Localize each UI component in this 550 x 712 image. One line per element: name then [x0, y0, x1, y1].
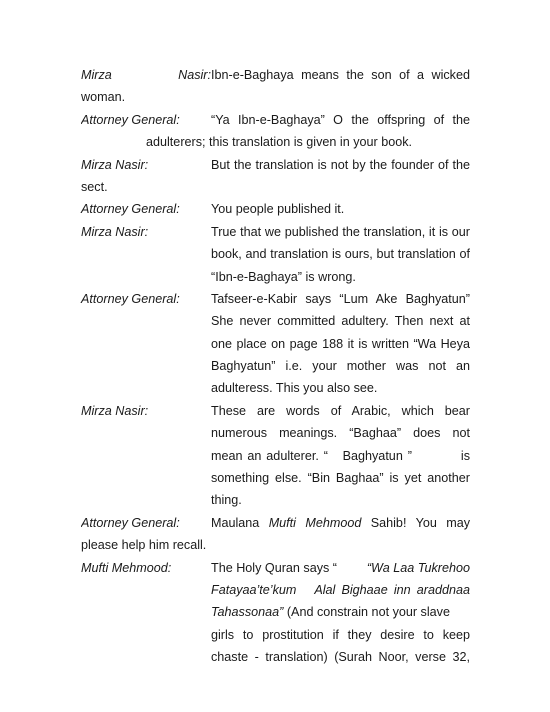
entry-line — [211, 557, 470, 579]
quote-emphasis: Fatayaa’te’kum Alal Bighaae inn araddnaa — [211, 582, 470, 597]
entry-line: one place on page 188 it is written “Wa Heya — [211, 336, 470, 351]
entry-text — [211, 221, 470, 288]
entry-line — [81, 64, 470, 86]
dialogue-entry — [81, 288, 470, 400]
entry-line: True that we published the translation, it is our — [211, 224, 470, 239]
dialogue-entry — [81, 221, 470, 288]
entry-line — [211, 601, 470, 623]
entry-line: Baghyatun” i.e. your mother was not an — [211, 359, 470, 374]
dialogue-entry — [81, 198, 470, 220]
quote-emphasis: “Wa Laa Tukrehoo — [366, 560, 470, 575]
speaker-name: Attorney General: — [81, 515, 180, 530]
entry-line: These are words of Arabic, which bear — [211, 403, 470, 418]
dialogue-entry — [81, 400, 470, 512]
text-segment: The Holy Quran says “ — [211, 560, 337, 575]
entry-line: woman. — [81, 90, 126, 105]
entry-line: chaste - translation) (Surah Noor, verse 32, — [211, 650, 470, 665]
entry-text: But the translation is not by the founder of the — [211, 157, 470, 172]
name-emphasis: Mufti Mehmood — [268, 515, 362, 530]
entry-line: Tafseer-e-Kabir says “Lum Ake Baghyatun” — [211, 291, 470, 306]
entry-line — [81, 109, 470, 131]
speaker-name: Mirza Nasir: — [81, 224, 149, 239]
dialogue-entry — [81, 557, 470, 669]
dialogue-entry — [81, 512, 470, 557]
entry-text — [211, 557, 470, 669]
dialogue-entry — [81, 109, 470, 154]
entry-line: mean an adulterer. “ Baghyatun ” is — [211, 448, 470, 463]
entry-line: She never committed adultery. Then next at — [211, 314, 470, 329]
entry-line: girls to prostitution if they desire to keep — [211, 627, 470, 642]
entry-text — [211, 400, 470, 512]
document-page — [81, 64, 470, 669]
entry-line: adulterers; this translation is given in your book. — [146, 135, 413, 150]
entry-line: sect. — [81, 179, 108, 194]
entry-text — [211, 198, 470, 220]
speaker-name: Mirza Nasir: — [81, 403, 149, 418]
dialogue-entry — [81, 64, 470, 109]
entry-line: thing. — [211, 493, 242, 508]
speaker-name: Attorney General: — [81, 291, 180, 306]
text-segment: Sahib! You may — [361, 515, 470, 530]
entry-line: please help him recall. — [81, 538, 207, 553]
speaker-name: Mirza Nasir: — [81, 68, 211, 82]
entry-line: book, and translation is ours, but translation of — [211, 247, 470, 262]
speaker-name: Mufti Mehmood: — [81, 560, 172, 575]
dialogue-entry — [81, 154, 470, 199]
quote-emphasis: Tahassonaa” — [211, 605, 284, 620]
speaker-name: Attorney General: — [81, 202, 180, 217]
entry-line: something else. “Bin Baghaa” is yet another — [211, 471, 470, 486]
text-segment: (And constrain not your slave — [283, 605, 450, 620]
entry-text: “Ya Ibn-e-Baghaya” O the offspring of the — [211, 112, 470, 127]
entry-line: numerous meanings. “Baghaa” does not — [211, 426, 470, 441]
speaker-name: Attorney General: — [81, 112, 180, 127]
text-segment: Maulana — [211, 515, 269, 530]
entry-line — [81, 512, 470, 534]
entry-line: You people published it. — [211, 202, 345, 217]
entry-line: “Ibn-e-Baghaya” is wrong. — [211, 269, 356, 284]
entry-line — [81, 154, 470, 176]
entry-text — [211, 512, 470, 534]
entry-line: adulteress. This you also see. — [211, 381, 378, 396]
entry-text: Ibn-e-Baghaya means the son of a wicked — [211, 68, 470, 82]
entry-text — [211, 288, 470, 400]
speaker-name: Mirza Nasir: — [81, 157, 149, 172]
